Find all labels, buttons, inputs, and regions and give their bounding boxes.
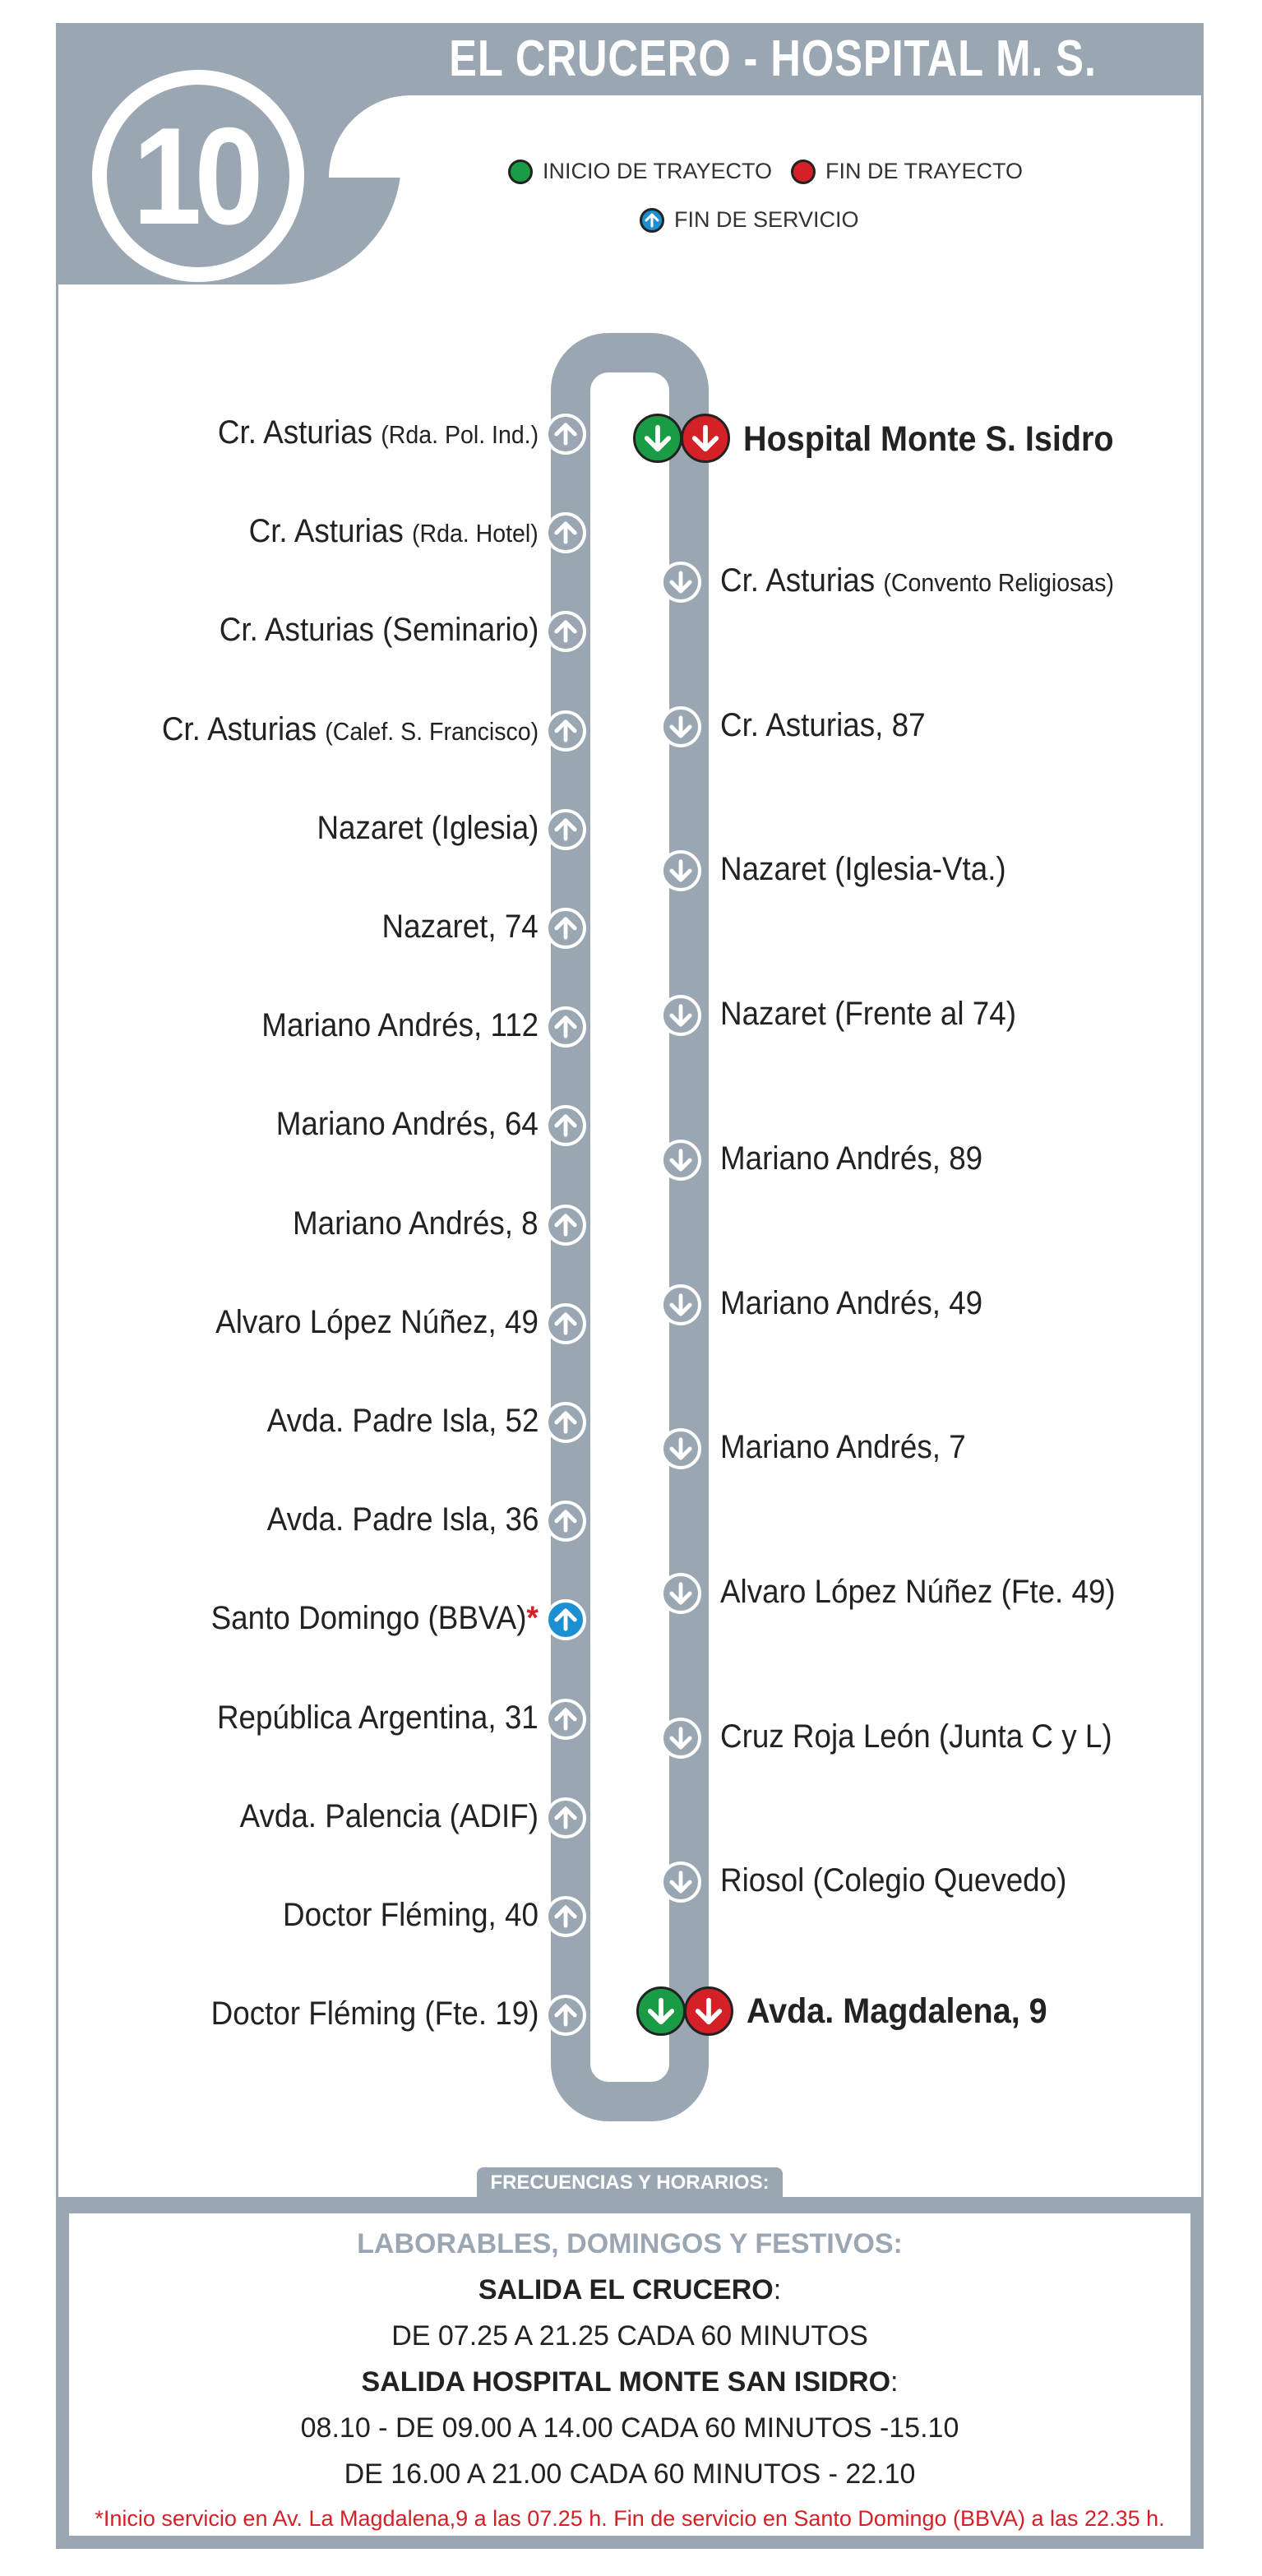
left-stop-label <box>210 1994 539 2033</box>
stop-detail: (Rda. Hotel) <box>412 519 539 548</box>
terminal-bottom-end-icon <box>684 1986 733 2036</box>
stop-name: Doctor Fléming, 40 <box>283 1897 539 1933</box>
legend-end <box>791 159 1023 184</box>
stop-name: Cr. Asturias <box>720 562 884 599</box>
route-number-badge <box>92 70 304 282</box>
right-stop-label <box>720 1572 1116 1612</box>
stop-name: Cr. Asturias, 87 <box>720 706 926 743</box>
down-arrow-icon <box>660 562 701 603</box>
stop-name: Cr. Asturias <box>161 710 326 747</box>
left-stop-label <box>382 907 539 946</box>
down-arrow-icon <box>660 995 701 1036</box>
left-stop-label <box>283 1895 539 1935</box>
stop-name: Nazaret, 74 <box>381 909 539 945</box>
legend-end-label: FIN DE TRAYECTO <box>825 159 1024 183</box>
schedule-tab: FRECUENCIAS Y HORARIOS: <box>477 2167 783 2199</box>
stop-name: Cr. Asturias (Seminario) <box>219 612 539 649</box>
left-stop-label <box>249 511 539 553</box>
left-stop-label <box>240 1797 539 1836</box>
stop-name: Nazaret (Frente al 74) <box>720 996 1016 1033</box>
schedule-days: LABORABLES, DOMINGOS Y FESTIVOS: <box>357 2228 903 2259</box>
left-stop-label <box>261 1006 539 1045</box>
stop-name: Mariano Andrés, 112 <box>261 1007 539 1044</box>
down-arrow-icon <box>660 1718 701 1759</box>
down-arrow-icon <box>660 1428 701 1469</box>
up-arrow-icon <box>545 1303 586 1344</box>
up-arrow-icon <box>545 710 586 752</box>
terminal-bottom-label: Avda. Magdalena, 9 <box>747 1991 1047 2031</box>
down-arrow-icon <box>660 1140 701 1181</box>
up-arrow-icon <box>545 1205 586 1246</box>
stop-asterisk: * <box>526 1600 539 1637</box>
left-stop-label <box>317 808 539 848</box>
left-stop-label <box>162 710 539 752</box>
stop-name: Mariano Andrés, 89 <box>720 1140 983 1177</box>
stop-name: Cr. Asturias <box>217 414 381 451</box>
stop-name: Cruz Roja León (Junta C y L) <box>720 1718 1112 1755</box>
service-note: *Inicio servicio en Av. La Magdalena,9 a las 07.25 h. Fin de servicio en Santo Domingo (BBVA) a las 22.35 h. <box>95 2506 1165 2531</box>
legend-service-end <box>640 207 859 233</box>
terminal-bottom-start-icon <box>636 1986 686 2036</box>
left-stop-label <box>293 1204 539 1243</box>
up-arrow-icon <box>545 1896 586 1937</box>
departure-1-times: DE 07.25 A 21.25 CADA 60 MINUTOS <box>391 2320 868 2352</box>
stop-name: Mariano Andrés, 64 <box>275 1106 539 1143</box>
up-arrow-icon <box>545 414 586 455</box>
up-arrow-icon <box>545 1995 586 2036</box>
stop-name: Doctor Fléming (Fte. 19) <box>210 1996 539 2033</box>
departure-1: SALIDA EL CRUCERO: <box>478 2274 782 2305</box>
right-stop-label <box>720 1861 1066 1900</box>
left-stop-label <box>219 610 539 650</box>
stop-name: Avda. Palencia (ADIF) <box>239 1797 539 1834</box>
stop-name: Avda. Padre Isla, 52 <box>266 1403 539 1439</box>
stop-name: Mariano Andrés, 49 <box>720 1284 983 1321</box>
stop-name: Santo Domingo (BBVA) <box>210 1600 527 1637</box>
stop-name: Alvaro López Núñez (Fte. 49) <box>720 1573 1116 1610</box>
right-stop-label <box>720 1717 1112 1756</box>
departure-2-label: SALIDA HOSPITAL MONTE SAN ISIDRO <box>361 2366 891 2398</box>
stop-detail: (Calef. S. Francisco) <box>325 716 539 746</box>
schedule-content <box>69 2213 1190 2536</box>
up-arrow-icon <box>545 1797 586 1838</box>
terminal-top-label: Hospital Monte S. Isidro <box>743 419 1114 459</box>
departure-2-times-1: 08.10 - DE 09.00 A 14.00 CADA 60 MINUTOS -15.10 <box>300 2412 959 2444</box>
right-stop-label <box>720 849 1006 889</box>
start-dot-icon <box>508 160 533 184</box>
stop-name: Avda. Padre Isla, 36 <box>266 1501 539 1538</box>
right-stop-label <box>720 561 1114 603</box>
right-stop-label <box>720 994 1016 1034</box>
down-arrow-icon <box>660 706 701 747</box>
down-arrow-icon <box>660 1284 701 1325</box>
departure-2-times-2: DE 16.00 A 21.00 CADA 60 MINUTOS - 22.10 <box>344 2458 916 2490</box>
right-stop-label <box>720 1139 982 1178</box>
right-stop-label <box>720 1283 982 1323</box>
left-stop-label <box>276 1104 539 1144</box>
end-dot-icon <box>791 160 816 184</box>
terminal-top-end-icon <box>681 414 730 463</box>
up-arrow-icon <box>545 809 586 850</box>
right-stop-label <box>720 705 926 745</box>
right-stop-label <box>720 1427 966 1467</box>
left-stop-label <box>217 1698 539 1737</box>
departure-1-label: SALIDA EL CRUCERO <box>478 2274 774 2305</box>
left-stop-label <box>266 1401 539 1441</box>
left-stop-label <box>266 1500 539 1539</box>
header-curve <box>329 95 411 178</box>
up-arrow-icon <box>545 512 586 553</box>
up-arrow-icon <box>545 908 586 949</box>
stop-name: Nazaret (Iglesia) <box>317 809 539 846</box>
stop-name: Riosol (Colegio Quevedo) <box>720 1862 1067 1899</box>
legend-start-label: INICIO DE TRAYECTO <box>543 159 773 183</box>
terminal-top-start-icon <box>633 414 682 463</box>
left-stop-label <box>215 1302 539 1342</box>
left-stop-label <box>218 413 539 455</box>
stop-detail: (Rda. Pol. Ind.) <box>381 420 539 449</box>
stop-name: Nazaret (Iglesia-Vta.) <box>720 851 1006 888</box>
legend-start <box>508 159 772 184</box>
stop-detail: (Convento Religiosas) <box>883 568 1114 597</box>
down-arrow-icon <box>660 1573 701 1614</box>
route-number: 10 <box>132 98 257 253</box>
legend-service-end-label: FIN DE SERVICIO <box>674 207 859 232</box>
left-stop-label <box>211 1598 539 1638</box>
up-arrow-icon <box>545 1699 586 1740</box>
stop-name: Mariano Andrés, 7 <box>720 1429 966 1466</box>
stop-name: Mariano Andrés, 8 <box>293 1205 539 1242</box>
up-arrow-icon <box>545 1501 586 1542</box>
up-arrow-icon <box>545 1006 586 1048</box>
departure-2: SALIDA HOSPITAL MONTE SAN ISIDRO: <box>361 2366 899 2398</box>
stop-name: Alvaro López Núñez, 49 <box>215 1303 539 1340</box>
route-title: EL CRUCERO - HOSPITAL M. S. ISIDRO <box>449 30 1097 156</box>
stop-name: República Argentina, 31 <box>217 1699 539 1736</box>
service-end-arrow-icon <box>640 208 664 233</box>
stop-name: Cr. Asturias <box>248 513 413 550</box>
down-arrow-icon <box>660 1861 701 1903</box>
up-arrow-icon <box>545 1402 586 1443</box>
